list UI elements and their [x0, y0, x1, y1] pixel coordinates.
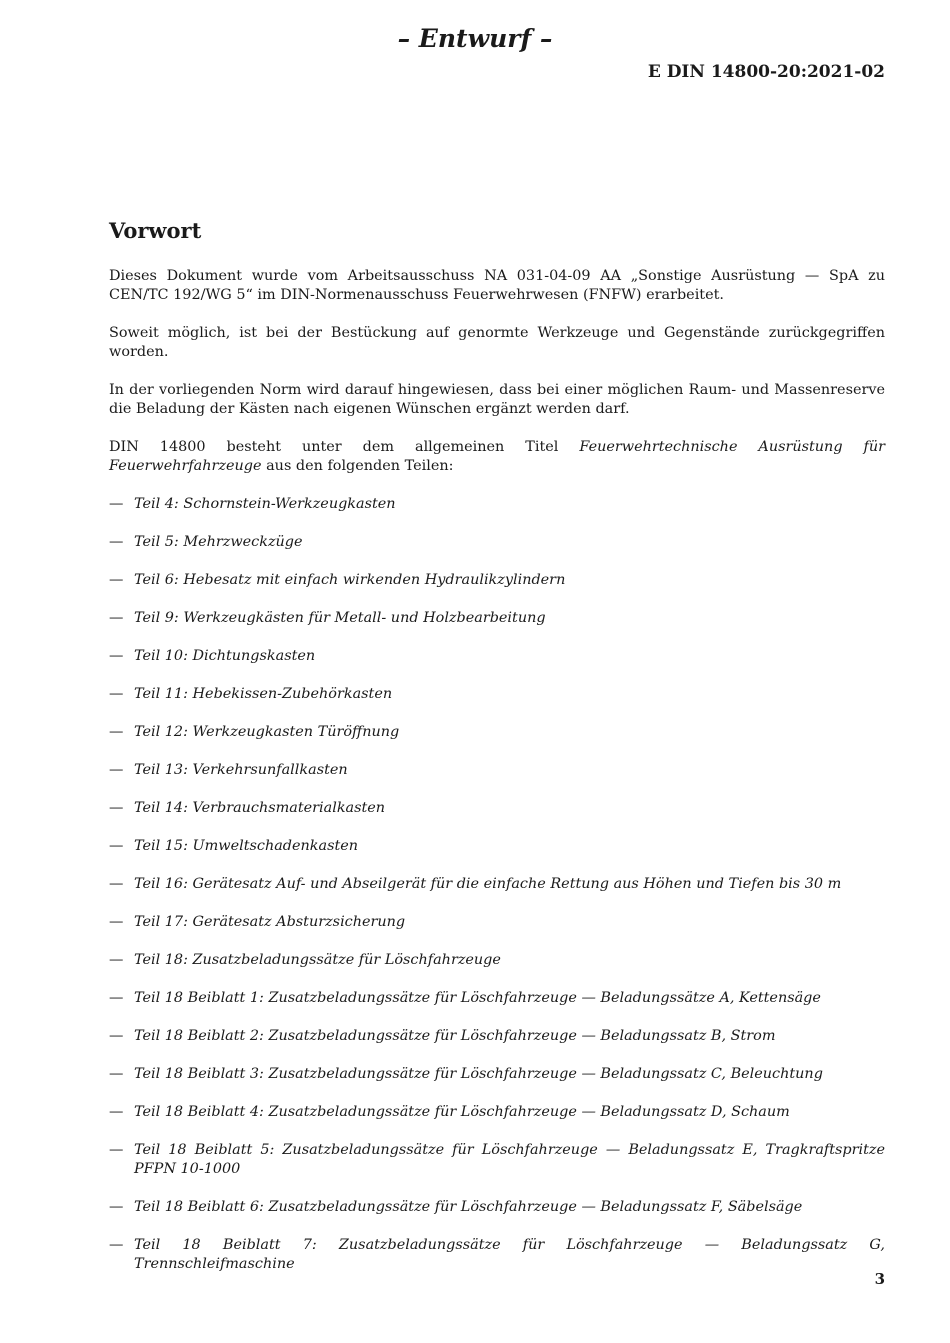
- list-item-text: Teil 18 Beiblatt 6: Zusatzbeladungssätze für Löschfahrzeuge — Beladungssatz F, Säbelsäge: [134, 1199, 803, 1215]
- list-item-text: Teil 6: Hebesatz mit einfach wirkenden Hydraulikzylindern: [134, 572, 566, 588]
- list-item-text: Teil 10: Dichtungskasten: [134, 648, 316, 664]
- list-item-text: Teil 17: Gerätesatz Absturzsicherung: [134, 914, 406, 930]
- list-item: [109, 647, 885, 666]
- list-item-text: Teil 11: Hebekissen-Zubehörkasten: [134, 686, 393, 702]
- dash-bullet: —: [109, 1066, 124, 1082]
- parts-list: [109, 495, 885, 1274]
- list-item-text: Teil 18 Beiblatt 3: Zusatzbeladungssätze für Löschfahrzeuge — Beladungssatz C, Beleuchtung: [134, 1066, 823, 1082]
- dash-bullet: —: [109, 762, 124, 778]
- list-item: [109, 951, 885, 970]
- dash-bullet: —: [109, 914, 124, 930]
- list-item-text: Teil 15: Umweltschadenkasten: [134, 838, 359, 854]
- list-item: [109, 685, 885, 704]
- list-item: [109, 761, 885, 780]
- list-item: [109, 1027, 885, 1046]
- draft-label: – Entwurf –: [397, 24, 553, 53]
- foreword-section: [109, 215, 885, 1293]
- dash-bullet: —: [109, 724, 124, 740]
- list-item-text: Teil 9: Werkzeugkästen für Metall- und Holzbearbeitung: [134, 610, 546, 626]
- list-item-text: Teil 5: Mehrzweckzüge: [134, 534, 303, 550]
- list-item: [109, 1198, 885, 1217]
- list-item-text: Teil 18: Zusatzbeladungssätze für Löschfahrzeuge: [134, 952, 501, 968]
- paragraph-committee: Dieses Dokument wurde vom Arbeitsausschuss NA 031-04-09 AA „Sonstige Ausrüstung — SpA zu CEN/TC 192/WG 5“ im DIN-Normenausschuss Feuerwehrwesen (FNFW) erarbeitet.: [109, 268, 885, 303]
- list-item: [109, 913, 885, 932]
- document-id: E DIN 14800-20:2021-02: [647, 62, 885, 82]
- dash-bullet: —: [109, 1199, 124, 1215]
- list-item: [109, 837, 885, 856]
- dash-bullet: —: [109, 534, 124, 550]
- list-item: [109, 495, 885, 514]
- dash-bullet: —: [109, 1104, 124, 1120]
- list-item: [109, 533, 885, 552]
- paragraph-parts-intro: [109, 438, 885, 476]
- list-item: [109, 571, 885, 590]
- list-item: [109, 799, 885, 818]
- list-item: [109, 1065, 885, 1084]
- list-item: [109, 1236, 885, 1274]
- list-item-text: Teil 18 Beiblatt 2: Zusatzbeladungssätze für Löschfahrzeuge — Beladungssatz B, Strom: [134, 1028, 776, 1044]
- paragraph-standard-tools: Soweit möglich, ist bei der Bestückung auf genormte Werkzeuge und Gegenstände zurückgegriffen worden.: [109, 325, 885, 360]
- list-item-text: Teil 13: Verkehrsunfallkasten: [134, 762, 348, 778]
- dash-bullet: —: [109, 1028, 124, 1044]
- list-item: [109, 875, 885, 894]
- parts-intro-before: DIN 14800 besteht unter dem allgemeinen Titel: [109, 439, 580, 455]
- dash-bullet: —: [109, 572, 124, 588]
- list-item: [109, 723, 885, 742]
- list-item: [109, 1103, 885, 1122]
- dash-bullet: —: [109, 952, 124, 968]
- section-title: Vorwort: [109, 218, 202, 243]
- list-item-text: Teil 18 Beiblatt 7: Zusatzbeladungssätze für Löschfahrzeuge — Beladungssatz G, Trennschleifmaschine: [134, 1237, 885, 1272]
- dash-bullet: —: [109, 686, 124, 702]
- dash-bullet: —: [109, 800, 124, 816]
- dash-bullet: —: [109, 496, 124, 512]
- list-item-text: Teil 14: Verbrauchsmaterialkasten: [134, 800, 386, 816]
- list-item-text: Teil 4: Schornstein-Werkzeugkasten: [134, 496, 396, 512]
- parts-intro-title: Feuerwehrtechnische Ausrüstung für Feuerwehrfahrzeuge: [109, 439, 885, 474]
- list-item-text: Teil 18 Beiblatt 5: Zusatzbeladungssätze für Löschfahrzeuge — Beladungssatz E, Tragkraftspritze PFPN 10-1000: [134, 1142, 885, 1177]
- list-item-text: Teil 12: Werkzeugkasten Türöffnung: [134, 724, 400, 740]
- page-number: 3: [874, 1270, 885, 1288]
- paragraph-reserve: In der vorliegenden Norm wird darauf hingewiesen, dass bei einer möglichen Raum- und Massenreserve die Beladung der Kästen nach eigenen Wünschen ergänzt werden darf.: [109, 382, 885, 417]
- dash-bullet: —: [109, 838, 124, 854]
- dash-bullet: —: [109, 610, 124, 626]
- parts-intro-after: aus den folgenden Teilen:: [261, 458, 454, 474]
- list-item-text: Teil 16: Gerätesatz Auf- und Abseilgerät für die einfache Rettung aus Höhen und Tiefen bis 30 m: [134, 876, 842, 892]
- list-item: [109, 609, 885, 628]
- dash-bullet: —: [109, 648, 124, 664]
- list-item: [109, 1141, 885, 1179]
- dash-bullet: —: [109, 990, 124, 1006]
- dash-bullet: —: [109, 876, 124, 892]
- list-item-text: Teil 18 Beiblatt 1: Zusatzbeladungssätze für Löschfahrzeuge — Beladungssätze A, Kettensäge: [134, 990, 821, 1006]
- list-item-text: Teil 18 Beiblatt 4: Zusatzbeladungssätze für Löschfahrzeuge — Beladungssatz D, Schaum: [134, 1104, 790, 1120]
- dash-bullet: —: [109, 1237, 124, 1253]
- dash-bullet: —: [109, 1142, 124, 1158]
- list-item: [109, 989, 885, 1008]
